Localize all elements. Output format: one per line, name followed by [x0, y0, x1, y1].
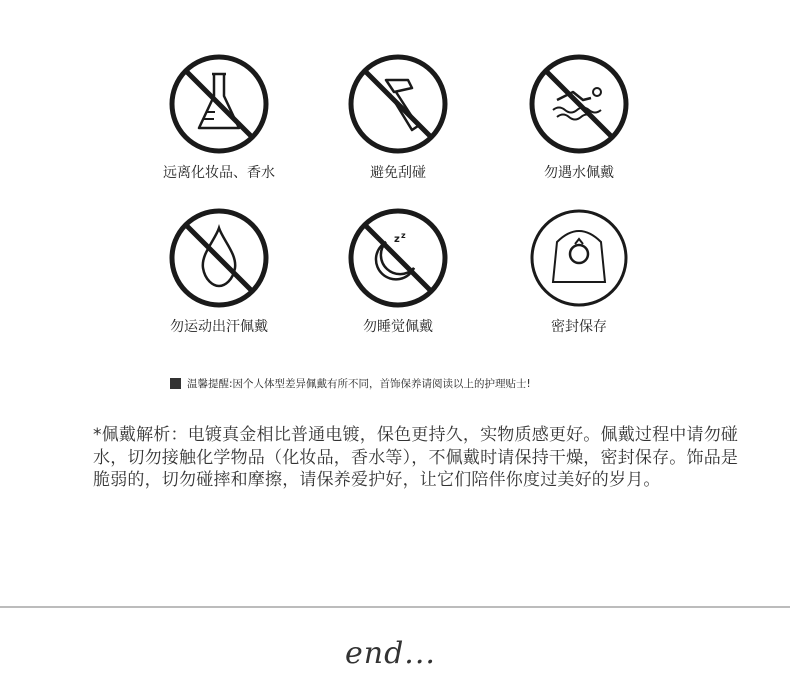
- care-label-storage: 密封保存: [551, 319, 607, 335]
- chemical-flask-icon: [167, 52, 271, 156]
- water-drop-icon: [167, 206, 271, 310]
- hammer-icon: [346, 52, 450, 156]
- care-item-sweat: [139, 206, 299, 336]
- reminder-text: 温馨提醒:因个人体型差异佩戴有所不同，首饰保养请阅读以上的护理贴士!: [187, 378, 531, 390]
- care-label-scratch: 避免刮碰: [370, 165, 426, 181]
- care-label-sweat: 勿运动出汗佩戴: [170, 319, 268, 335]
- care-item-storage: [499, 206, 659, 336]
- end-text: end...: [345, 636, 436, 671]
- care-label-water: 勿遇水佩戴: [544, 165, 614, 181]
- swimming-icon: [527, 52, 631, 156]
- care-label-cosmetics: 远离化妆品、香水: [163, 165, 275, 181]
- ring-box-icon: [527, 206, 631, 310]
- care-item-scratch: [318, 52, 478, 182]
- care-label-sleep: 勿睡觉佩戴: [363, 319, 433, 335]
- wearing-description: *佩戴解析：电镀真金相比普通电镀，保色更持久，实物质感更好。佩戴过程中请勿碰水，切勿接触化学物品（化妆品，香水等），不佩戴时请保持干燥，密封保存。饰品是脆弱的，切勿碰摔和摩擦，请保养爱护好，让它们陪伴你度过美好的岁月。: [93, 425, 739, 490]
- reminder-note: [170, 376, 531, 391]
- care-item-cosmetics: [139, 52, 299, 182]
- sleep-moon-icon: [346, 206, 450, 310]
- divider: [0, 606, 790, 608]
- care-item-water: [499, 52, 659, 182]
- svg-text:z: z: [394, 234, 400, 245]
- svg-text:z: z: [401, 231, 406, 240]
- care-item-sleep: [318, 206, 478, 336]
- square-bullet-icon: [170, 378, 181, 389]
